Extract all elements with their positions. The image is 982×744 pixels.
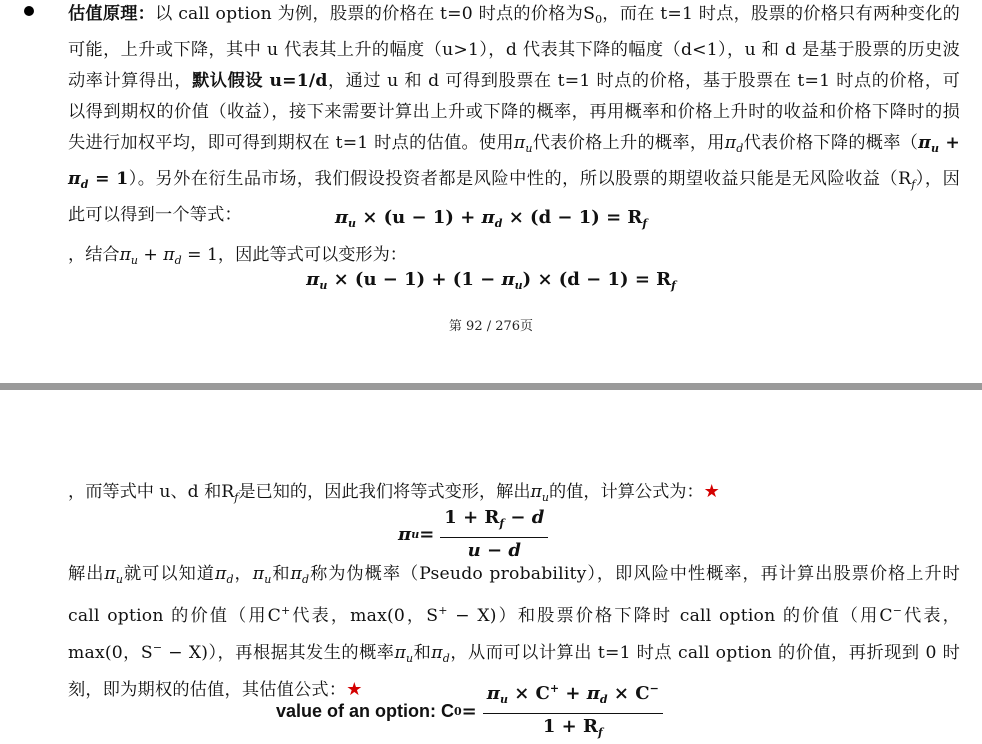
text: ，结合 [68, 245, 120, 265]
pseudo-probability-paragraph [68, 559, 961, 700]
pi: π [501, 269, 515, 290]
equation-expected-return [0, 207, 982, 230]
denominator [539, 714, 607, 744]
sub: f [911, 178, 916, 191]
solve-text [68, 477, 720, 504]
heading: 估值原理： [68, 4, 156, 24]
text: ），因此可以得到一个等式： [68, 169, 960, 225]
sub: f [642, 217, 648, 230]
text: 称为伪概率（Pseudo probability），即风险中性概率，再计算出股票价格上升时 call option 的价值（用C [68, 564, 960, 626]
text: + [939, 133, 960, 153]
pi: π [486, 683, 500, 704]
pi: π [724, 133, 737, 153]
sub: f [499, 517, 505, 530]
text: × C [607, 683, 650, 704]
sub: d [736, 142, 744, 155]
sub: u [514, 279, 523, 292]
text: 1 + R [542, 716, 598, 737]
pi: π [431, 643, 443, 663]
sub: u [499, 693, 508, 706]
pi: π [214, 564, 227, 584]
star-icon: ★ [346, 679, 363, 700]
text: 解出 [68, 564, 105, 584]
sub: 0 [454, 704, 462, 718]
sub: u [525, 142, 533, 155]
text: ）。另外在衍生品市场，我们假设投资者都是风险中性的，所以股票的期望收益只能是无风险收益（R [128, 169, 912, 189]
numerator [440, 507, 548, 538]
text: = 1，因此等式可以变形为： [181, 245, 407, 265]
sup: − [649, 682, 659, 695]
text: 的值，计算公式为： [548, 482, 704, 502]
sub: d [442, 652, 451, 665]
pi: π [513, 133, 526, 153]
text: + [559, 683, 587, 704]
sub: d [80, 178, 89, 191]
pi: π [918, 133, 931, 153]
page-divider [0, 383, 982, 390]
sub: f [234, 491, 239, 504]
sup: − [892, 604, 903, 617]
text: × (u − 1) + (1 − [327, 269, 502, 290]
assumption: 默认假设 u=1/d [192, 71, 328, 91]
pi: π [252, 564, 265, 584]
pi: π [530, 482, 542, 502]
text: × (u − 1) + [356, 207, 482, 228]
sub: 0 [595, 13, 603, 26]
pi: π [481, 207, 495, 228]
pi: π [68, 169, 81, 189]
text: 代表价格上升的概率，用 [532, 133, 725, 153]
sub: u [411, 528, 420, 541]
option-value-formula [276, 678, 663, 744]
text: 1 + R [444, 507, 500, 528]
fraction [483, 678, 663, 744]
text: 就可以知道 [123, 564, 215, 584]
star-icon: ★ [703, 481, 720, 502]
sub: d [174, 254, 182, 267]
pi: π [586, 683, 600, 704]
sub: f [597, 726, 603, 739]
sub: u [264, 573, 272, 586]
text: × (d − 1) = R [502, 207, 643, 228]
text: = 1 [88, 169, 129, 189]
text: ，通过 u 和 d 可得到股票在 t=1 时点的价格，基于股票在 t=1 时点的价格，可以得到期权的价值（收益），接下来需要计算出上升或下降的概率，再用概率和价格上升时的收益和价格下降时的损失进行加权平均，即可得到期权在 t=1 时点的估值。使用 [68, 71, 960, 153]
pi: π [306, 269, 320, 290]
pi: π [104, 564, 116, 584]
sub: u [319, 279, 328, 292]
sub: d [302, 573, 310, 586]
sup: + [549, 682, 560, 695]
numerator [483, 678, 663, 714]
text: − d [504, 507, 545, 528]
pi: π [398, 524, 412, 545]
pi: π [394, 643, 406, 663]
text: ，从而可以计算出 t=1 时点 call option 的价值，再折现到 0 时刻，即为期权的估值，其估值公式： [68, 643, 961, 700]
sub: u [541, 491, 549, 504]
sub: f [671, 279, 676, 292]
text: ，而在 t=1 时点，股票的价格只有两种变化的可能，上升或下降，其中 u 代表其上升的幅度（u>1），d 代表其下降的幅度（d<1），u 和 d 是基于股票的历史波动率计算得出， [68, 4, 960, 91]
text: − X)）和股票价格下降时 call option 的价值（用C [447, 606, 893, 626]
text: 和 [413, 643, 432, 663]
equals: = [419, 524, 435, 545]
text: ，而等式中 u、d 和R [68, 482, 235, 502]
equals: = [461, 700, 477, 722]
text: × C [507, 683, 550, 704]
sup: − [152, 641, 163, 654]
text: value of an option: C [276, 700, 454, 721]
sub: d [494, 217, 503, 230]
sup: + [280, 604, 291, 617]
sub: d [599, 693, 608, 706]
pi-u-formula [398, 507, 548, 562]
fraction [440, 507, 548, 562]
page-footer: 第 92 / 276页 [448, 319, 534, 334]
denominator: u − d [467, 540, 521, 561]
bullet-dot [24, 6, 34, 16]
text: − X)），再根据其发生的概率 [162, 643, 395, 663]
sub: u [406, 652, 414, 665]
pi: π [334, 207, 349, 228]
pi: π [163, 245, 175, 265]
sub: u [130, 254, 138, 267]
text: 代表价格下降的概率（ [743, 133, 919, 153]
text: 以 call option 为例，股票的价格在 t=0 时点的价格为S [155, 4, 596, 24]
equation-transformed [0, 269, 982, 292]
text: ， [233, 564, 253, 584]
text: 是已知的，因此我们将等式变形，解出 [238, 482, 531, 502]
combine-text [68, 240, 407, 267]
sub: u [115, 573, 124, 586]
sup: + [438, 604, 448, 617]
pi: π [119, 245, 131, 265]
sub: u [348, 217, 357, 230]
text: ) × (d − 1) = R [522, 269, 672, 290]
sub: d [226, 573, 234, 586]
sub: u [930, 142, 940, 155]
text: 代表，max(0，S [290, 606, 439, 626]
page-93 [0, 390, 982, 744]
text: 和 [271, 564, 291, 584]
text: + [137, 245, 164, 265]
pi: π [290, 564, 303, 584]
text: 代表，max(0，S [68, 606, 961, 663]
